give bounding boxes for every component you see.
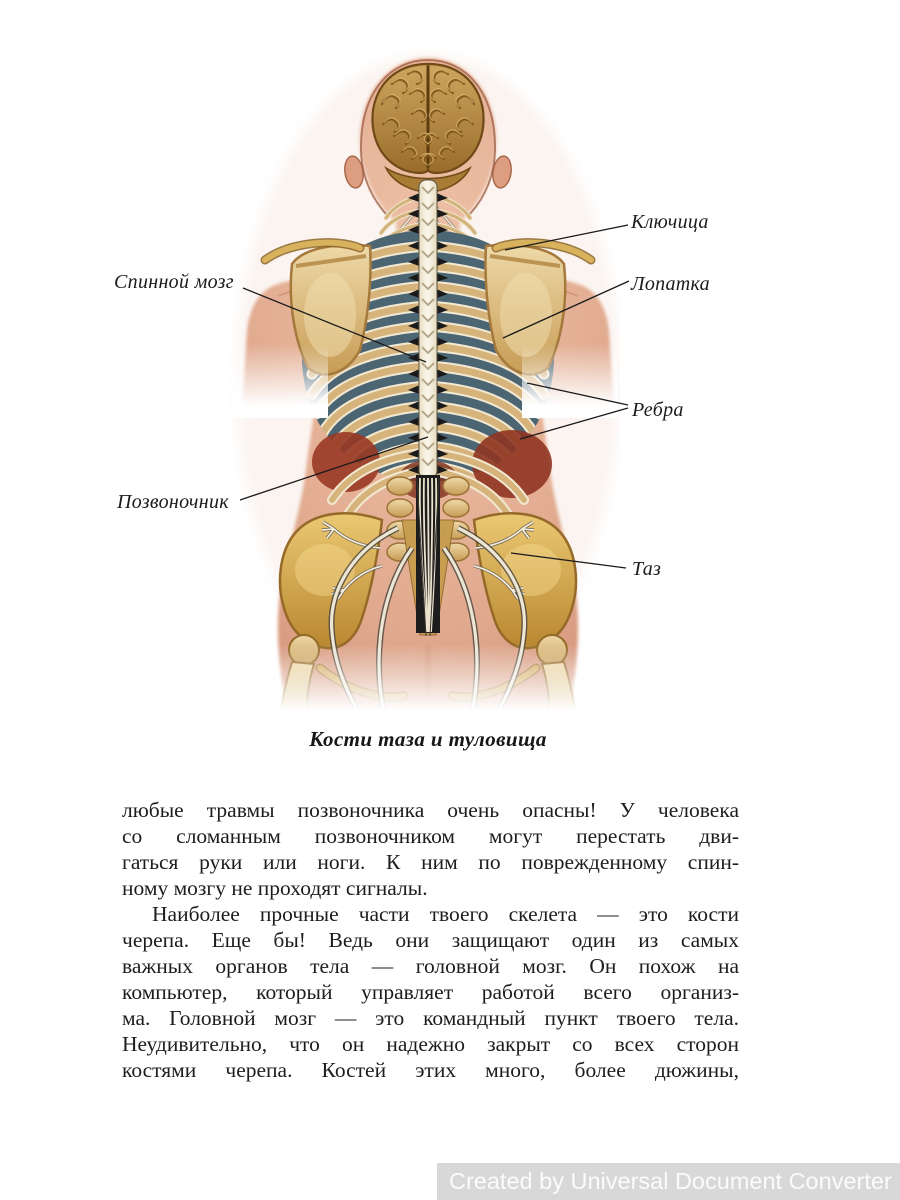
text-line: ма. Головной мозг — это командный пункт твоего тела. bbox=[122, 1006, 739, 1030]
leader-line-pelvis bbox=[511, 553, 626, 568]
brain bbox=[372, 64, 483, 192]
label-pelvis: Таз bbox=[632, 558, 662, 580]
label-ribs: Ребра bbox=[632, 399, 684, 421]
leader-line-spinal-cord bbox=[243, 288, 426, 362]
label-clavicle: Ключица bbox=[631, 211, 709, 233]
label-spinal-cord: Спинной мозг bbox=[114, 271, 234, 293]
pelvis bbox=[280, 513, 576, 718]
body-text bbox=[122, 797, 739, 1083]
text-line: костями черепа. Костей этих много, более дюжины, bbox=[122, 1058, 739, 1082]
text-line: Наиболее прочные части твоего скелета — это кости bbox=[152, 902, 739, 926]
leader-line-spine bbox=[240, 437, 428, 500]
text-line: гаться руки или ноги. К ним по поврежденному спин- bbox=[122, 850, 739, 874]
text-line: со сломанным позвоночником могут перестать дви- bbox=[122, 824, 739, 848]
leader-line-ribs-upper bbox=[527, 383, 628, 405]
text-line: ному мозгу не проходят сигналы. bbox=[122, 876, 428, 900]
text-line: Неудивительно, что он надежно закрыт со всех сторон bbox=[122, 1032, 739, 1056]
label-scapula: Лопатка bbox=[631, 273, 710, 295]
scapulae-and-clavicles bbox=[265, 243, 591, 375]
text-line: компьютер, который управляет работой всего организ- bbox=[122, 980, 739, 1004]
text-line: важных органов тела — головной мозг. Он похож на bbox=[122, 954, 739, 978]
body-silhouette bbox=[236, 54, 620, 716]
lumbar-and-sacrum bbox=[387, 475, 469, 636]
rib-cage bbox=[290, 220, 566, 518]
label-spine: Позвоночник bbox=[117, 491, 229, 513]
leader-line-scapula bbox=[503, 281, 629, 338]
text-line: черепа. Еще бы! Ведь они защищают один из самых bbox=[122, 928, 739, 952]
ear-left-icon bbox=[343, 155, 365, 189]
pelvic-nerves bbox=[322, 522, 534, 714]
leader-line-ribs-lower bbox=[520, 408, 628, 439]
head-outline bbox=[361, 60, 495, 214]
leader-line-clavicle bbox=[505, 225, 628, 250]
figure-caption: Кости таза и туловища bbox=[309, 727, 547, 751]
watermark: Created by Universal Document Converter bbox=[437, 1163, 900, 1200]
anatomy-illustration bbox=[230, 50, 620, 720]
skin-creases bbox=[356, 646, 500, 710]
ear-right-icon bbox=[491, 155, 513, 189]
neck-nerves bbox=[378, 196, 478, 261]
spinal-column bbox=[408, 180, 448, 480]
text-line: любые травмы позвоночника очень опасны! У человека bbox=[122, 798, 739, 822]
organs bbox=[312, 430, 552, 500]
